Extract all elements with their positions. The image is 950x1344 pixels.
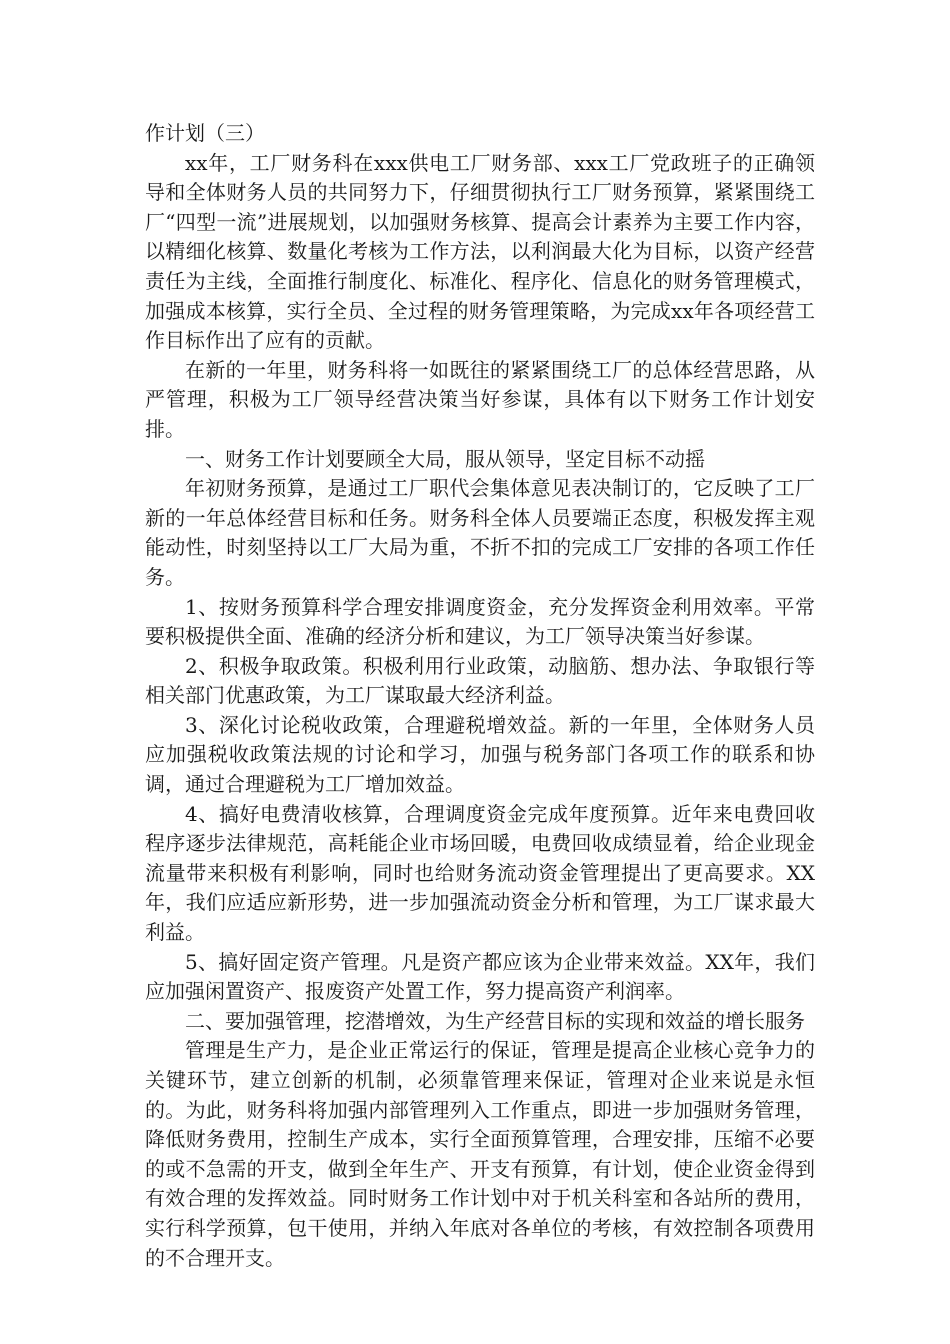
list-item-5: 5、搞好固定资产管理。凡是资产都应该为企业带来效益。XX年，我们应加强闲置资产、报废资产处置工作，努力提高资产利润率。 <box>145 949 815 1004</box>
paragraph-intro: xx年，工厂财务科在xxx供电工厂财务部、xxx工厂党政班子的正确领导和全体财务人员的共同努力下，仔细贯彻执行工厂财务预算，紧紧围绕工厂“四型一流”进展规划，以加强财务核算、提高会计素养为主要工作内容，以精细化核算、数量化考核为工作方法，以利润最大化为目标，以资产经营责任为主线，全面推行制度化、标准化、程序化、信息化的财务管理模式，加强成本核算，实行全员、全过程的财务管理策略，为完成xx年各项经营工作目标作出了应有的贡献。 <box>145 150 815 353</box>
list-item-1: 1、按财务预算科学合理安排调度资金，充分发挥资金利用效率。平常要积极提供全面、准确的经济分析和建议，为工厂领导决策当好参谋。 <box>145 594 815 649</box>
section-heading-2: 二、要加强管理，挖潜增效，为生产经营目标的实现和效益的增长服务 <box>185 1008 805 1033</box>
paragraph-management: 管理是生产力，是企业正常运行的保证，管理是提高企业核心竞争力的关键环节，建立创新的机制，必须靠管理来保证，管理对企业来说是永恒的。为此，财务科将加强内部管理列入工作重点，即进一步加强财务管理，降低财务费用，控制生产成本，实行全面预算管理，合理安排，压缩不必要的或不急需的开支，做到全年生产、开支有预算，有计划，使企业资金得到有效合理的发挥效益。同时财务工作计划中对于机关科室和各站所的费用，实行科学预算，包干使用，并纳入年底对各单位的考核，有效控制各项费用的不合理开支。 <box>145 1038 815 1270</box>
list-item-2: 2、积极争取政策。积极利用行业政策，动脑筋、想办法、争取银行等相关部门优惠政策，为工厂谋取最大经济利益。 <box>145 653 815 708</box>
section-heading-1: 一、财务工作计划要顾全大局，服从领导，坚定目标不动摇 <box>185 446 705 471</box>
list-item-3: 3、深化讨论税收政策，合理避税增效益。新的一年里，全体财务人员应加强税收政策法规的讨论和学习，加强与税务部门各项工作的联系和协调，通过合理避税为工厂增加效益。 <box>145 712 815 797</box>
paragraph-new-year-plan: 在新的一年里，财务科将一如既往的紧紧围绕工厂的总体经营思路，从严管理，积极为工厂领导经营决策当好参谋，具体有以下财务工作计划安排。 <box>145 357 815 441</box>
document-title: 作计划（三） <box>145 121 265 145</box>
list-item-4: 4、搞好电费清收核算，合理调度资金完成年度预算。近年来电费回收程序逐步法律规范，高耗能企业市场回暖，电费回收成绩显着，给企业现金流量带来积极有利影响，同时也给财务流动资金管理提出了更高要求。XX年，我们应适应新形势，进一步加强流动资金分析和管理，为工厂谋求最大利益。 <box>145 801 815 945</box>
document-body <box>145 119 815 1273</box>
paragraph-annual-budget: 年初财务预算，是通过工厂职代会集体意见表决制订的，它反映了工厂新的一年总体经营目标和任务。财务科全体人员要端正态度，积极发挥主观能动性，时刻坚持以工厂大局为重，不折不扣的完成工厂安排的各项工作任务。 <box>145 476 815 589</box>
